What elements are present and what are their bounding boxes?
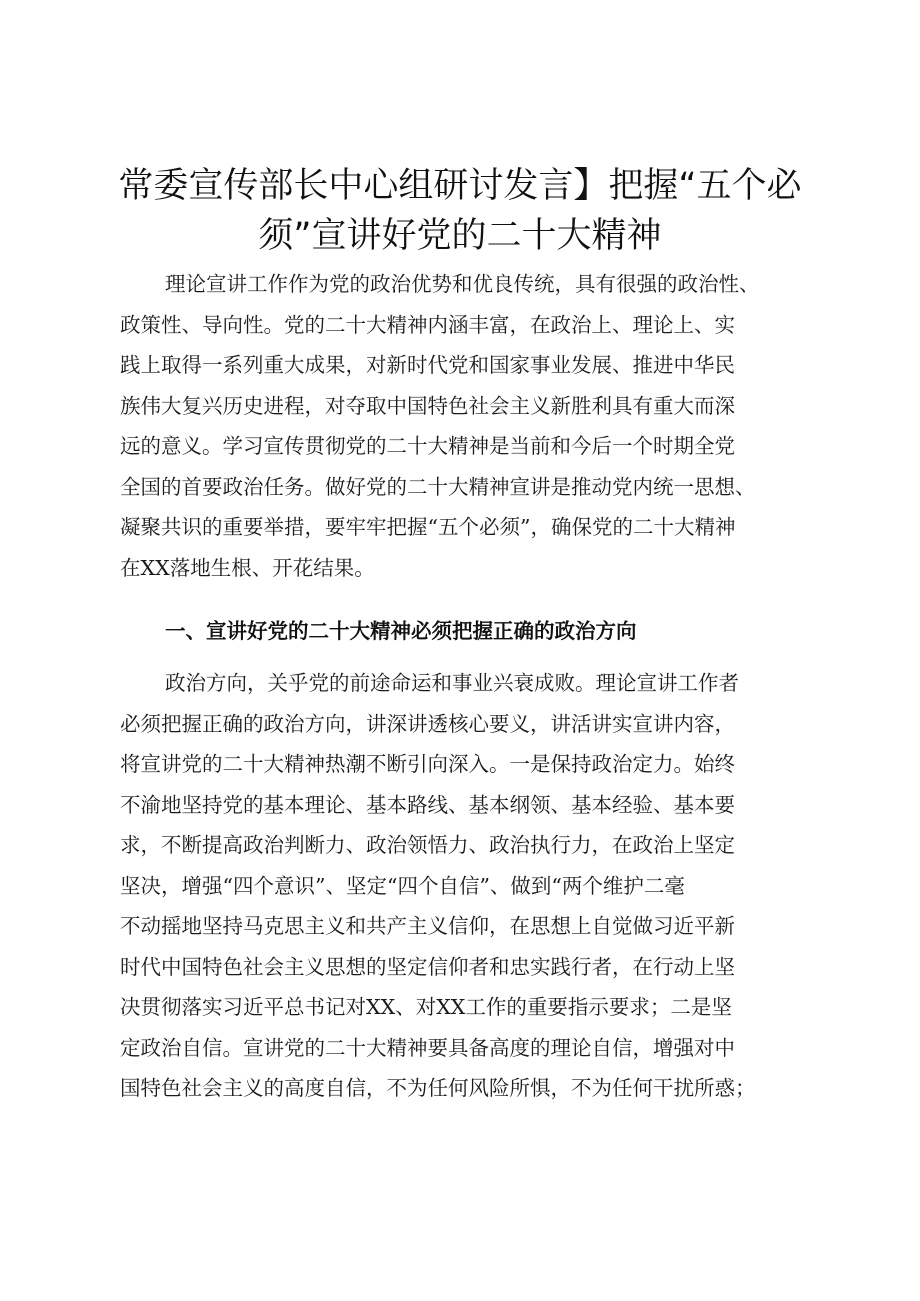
paragraph-line: 族伟大复兴历史进程，对夺取中国特色社会主义新胜利具有重大而深 bbox=[120, 393, 735, 418]
paragraph-line: 政治方向，关乎党的前途命运和事业兴衰成败。理论宣讲工作者 bbox=[165, 671, 739, 695]
paragraph-line: 政策性、导向性。党的二十大精神内涵丰富，在政治上、理论上、实 bbox=[120, 312, 735, 337]
paragraph-line: 全国的首要政治任务。做好党的二十大精神宣讲是推动党内统一思想、 bbox=[120, 474, 756, 499]
intro-paragraph bbox=[120, 264, 820, 588]
paragraph-line: 在XX落地生根、开花结果。 bbox=[120, 555, 375, 580]
paragraph-line: 坚决，增强“四个意识”、坚定“四个自信”、做到“两个维护二毫 bbox=[120, 873, 685, 898]
document-title-line-2: 须”宣讲好党的二十大精神 bbox=[258, 216, 662, 256]
paragraph-line: 必须把握正确的政治方向，讲深讲透核心要义，讲活讲实宣讲内容， bbox=[120, 711, 735, 736]
paragraph-line: 凝聚共识的重要举措，要牢牢把握“五个必须”，确保党的二十大精神 bbox=[120, 515, 736, 539]
paragraph-line: 决贯彻落实习近平总书记对XX、对XX工作的重要指示要求；二是坚 bbox=[120, 995, 732, 1019]
section-1-paragraph bbox=[120, 663, 820, 1109]
paragraph-line: 不渝地坚持党的基本理论、基本路线、基本纲领、基本经验、基本要 bbox=[120, 792, 735, 817]
paragraph-line: 国特色社会主义的高度自信，不为任何风险所惧，不为任何干扰所惑； bbox=[120, 1076, 756, 1100]
paragraph-line: 不动摇地坚持马克思主义和共产主义信仰，在思想上自觉做习近平新 bbox=[120, 914, 735, 938]
paragraph-line: 理论宣讲工作作为党的政治优势和优良传统，具有很强的政治性、 bbox=[165, 272, 760, 296]
paragraph-line: 定政治自信。宣讲党的二十大精神要具备高度的理论自信，增强对中 bbox=[120, 1035, 735, 1060]
section-heading-1: 一、宣讲好党的二十大精神必须把握正确的政治方向 bbox=[165, 619, 637, 643]
paragraph-line: 时代中国特色社会主义思想的坚定信仰者和忠实践行者，在行动上坚 bbox=[120, 954, 735, 979]
document-title-line-1: 常委宣传部长中心组研讨发言】把握“五个必 bbox=[118, 166, 802, 206]
paragraph-line: 远的意义。学习宣传贯彻党的二十大精神是当前和今后一个时期全党 bbox=[120, 434, 735, 458]
paragraph-line: 求，不断提高政治判断力、政治领悟力、政治执行力，在政治上坚定 bbox=[120, 833, 735, 857]
paragraph-line: 将宣讲党的二十大精神热潮不断引向深入。一是保持政治定力。始终 bbox=[120, 752, 735, 776]
paragraph-line: 践上取得一系列重大成果，对新时代党和国家事业发展、推进中华民 bbox=[120, 353, 735, 377]
